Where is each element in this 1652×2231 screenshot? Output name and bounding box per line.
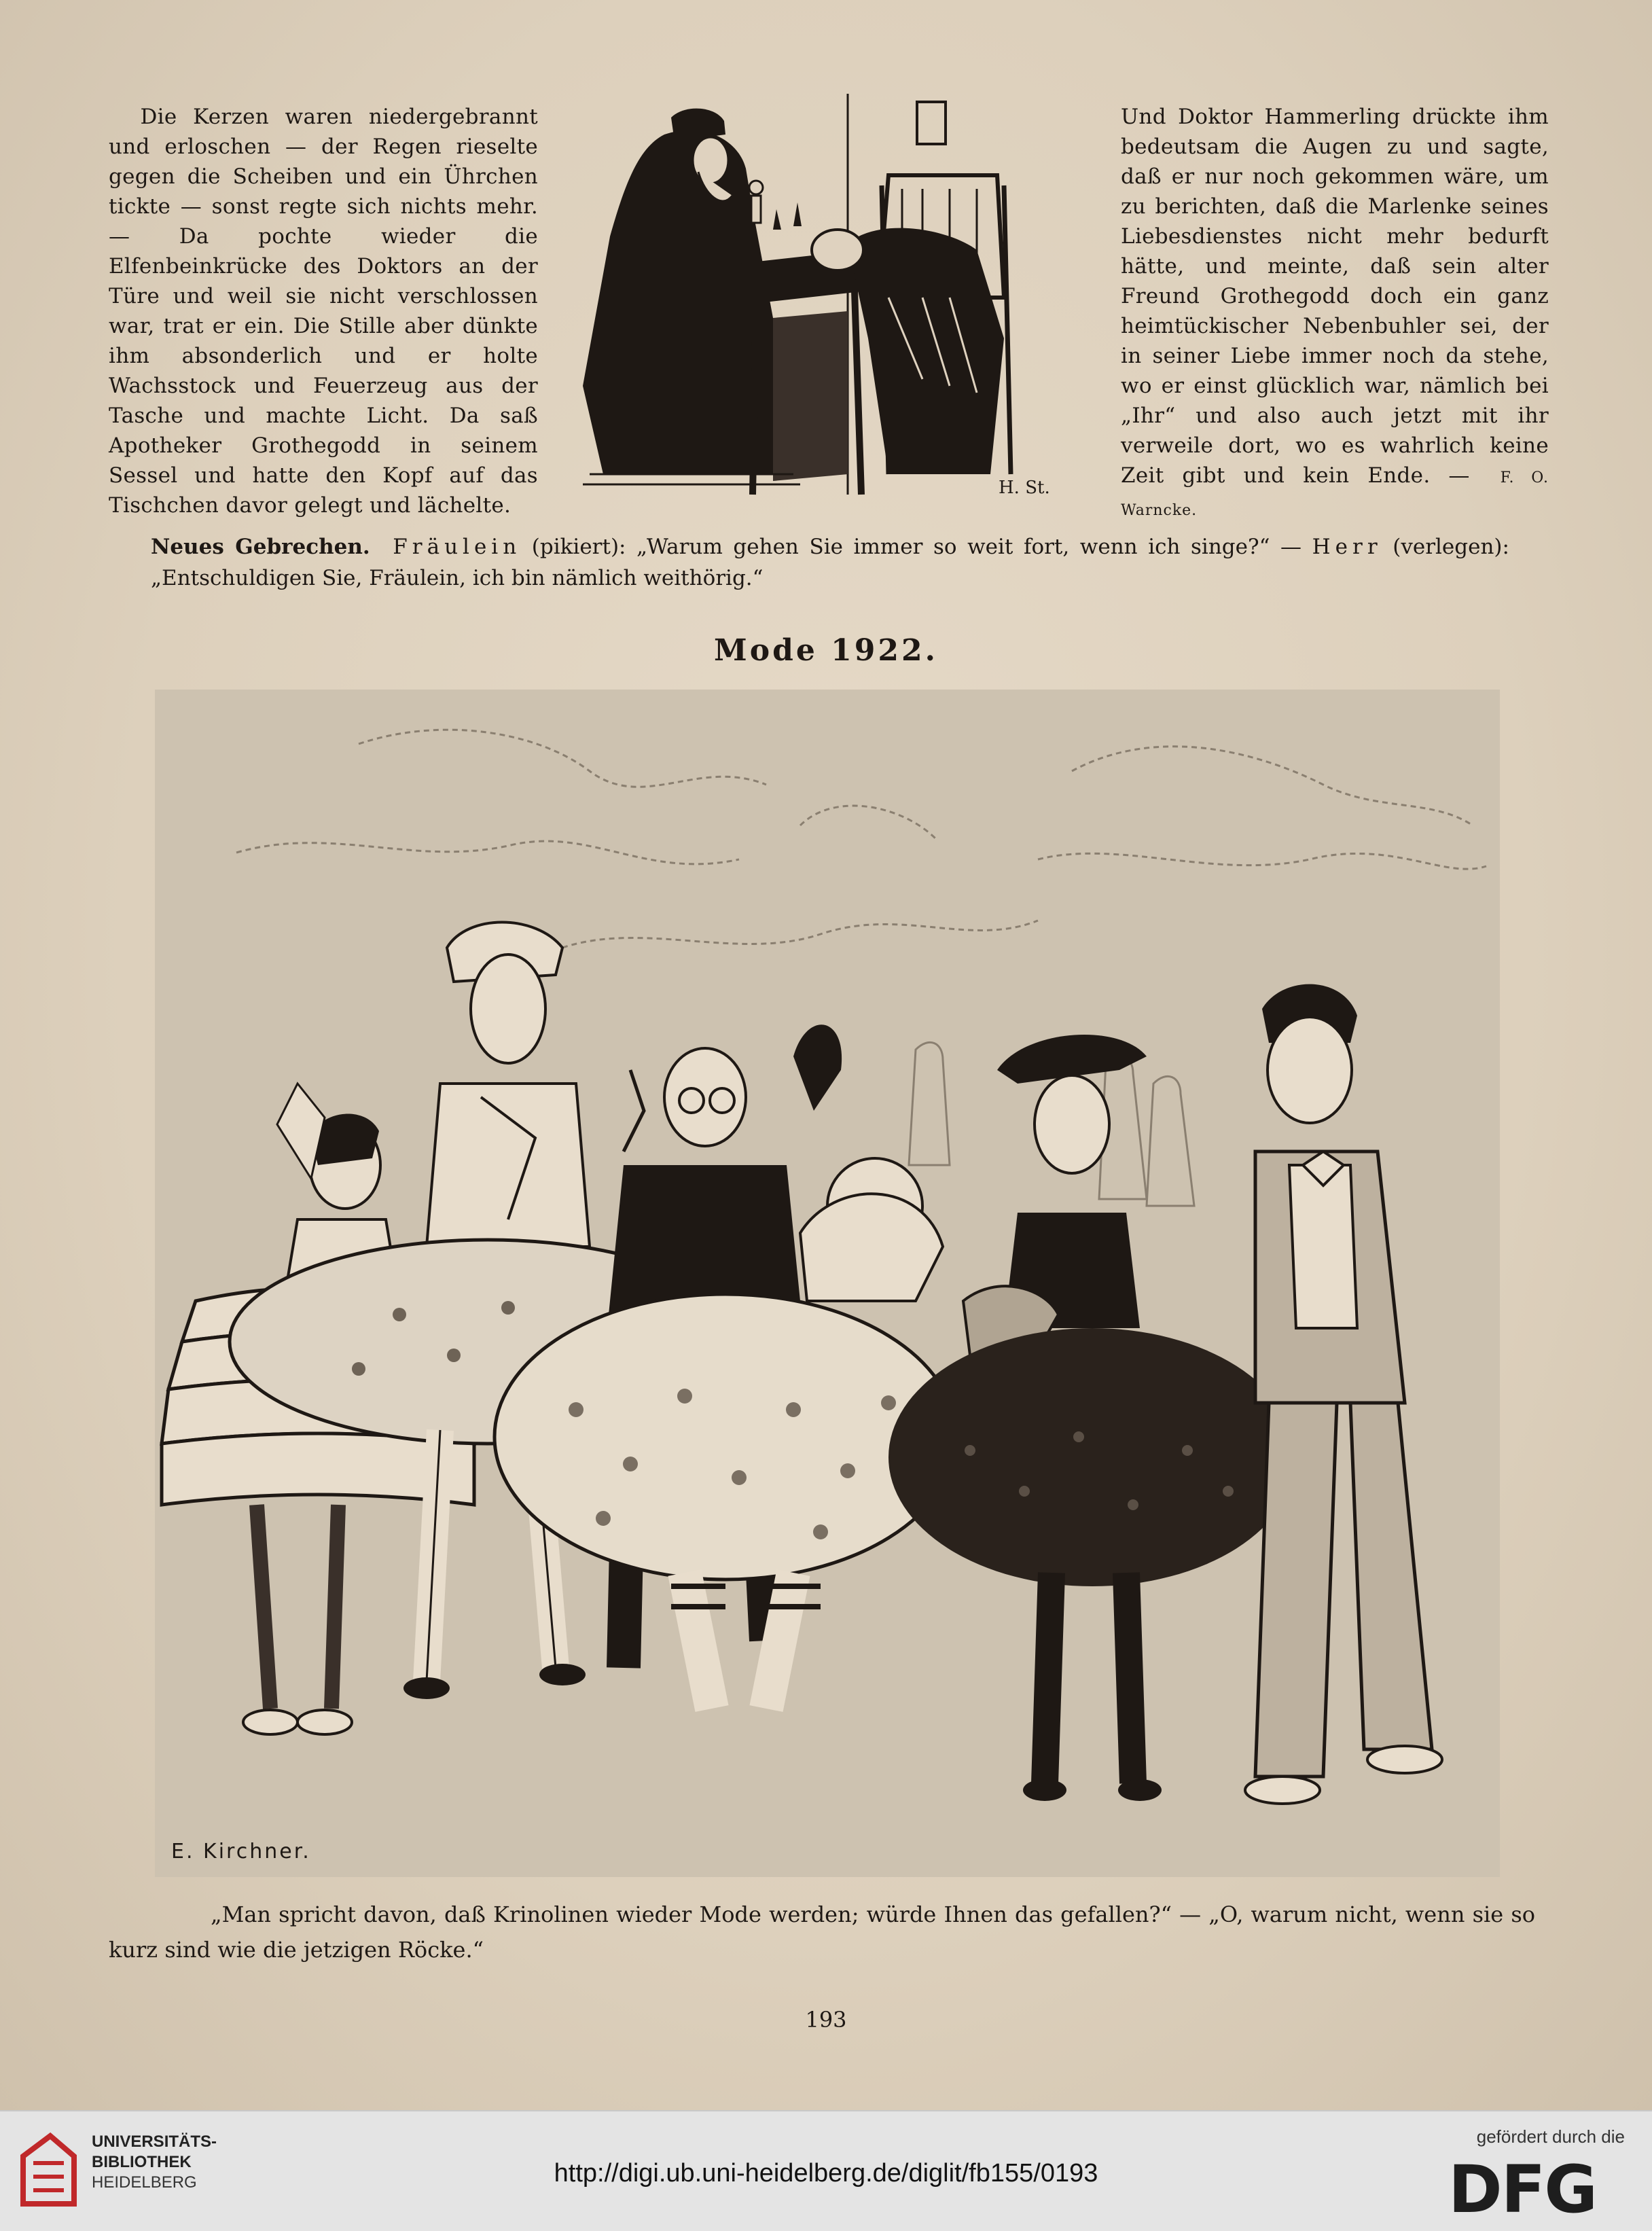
joke-paragraph bbox=[151, 531, 1509, 594]
cartoon-signature: E. Kirchner. bbox=[171, 1840, 311, 1863]
library-name-line-2: BIBLIOTHEK bbox=[92, 2153, 192, 2171]
library-name-line-1: UNIVERSITÄTS- bbox=[92, 2132, 217, 2151]
dfg-logo-text: DFG bbox=[1448, 2158, 1597, 2217]
cartoon-heading: Mode 1922. bbox=[714, 633, 938, 668]
joke-text-1: (pikiert): „Warum gehen Sie immer so weit fort, wenn ich singe?“ — bbox=[531, 535, 1302, 559]
cartoon-drawing bbox=[155, 690, 1500, 1877]
vignette-signature: H. St. bbox=[999, 478, 1050, 498]
permalink-url[interactable]: http://digi.ub.uni-heidelberg.de/diglit/fb155/0193 bbox=[554, 2159, 1098, 2188]
cartoon-plate bbox=[155, 690, 1500, 1877]
story-right-paragraph bbox=[1121, 102, 1549, 526]
joke-speaker-1: Fräulein bbox=[393, 535, 522, 559]
story-right-column bbox=[1121, 102, 1549, 526]
vignette-drawing bbox=[569, 94, 1079, 501]
story-left-text: Die Kerzen waren niedergebrannt und erloschen — der Regen rieselte gegen die Scheiben und ein Ührchen tickte — sonst regte sich nichts mehr. — Da pochte wieder die Elfenbeinkrücke des Doktors an der Türe und weil sie nicht verschlossen war, trat er ein. Die Stille aber dünkte ihm absonderlich und er holte Wachsstock und Feuerzeug aus der Tasche und machte Licht. Da saß Apotheker Grothegodd in seinem Sessel und hatte den Kopf auf das Tischchen davor gelegt und lächelte. bbox=[109, 105, 538, 518]
dfg-logo-icon[interactable] bbox=[1448, 2158, 1623, 2217]
funded-by-text: gefördert durch die bbox=[1476, 2126, 1625, 2147]
joke-speaker-2: Herr bbox=[1312, 535, 1382, 559]
library-name-line-3: HEIDELBERG bbox=[92, 2173, 197, 2192]
story-author: F. O. Warncke. bbox=[1121, 469, 1549, 519]
joke-text-2: (verlegen): „Entschuldigen Sie, Fräulein, ich bin nämlich weithörig.“ bbox=[151, 535, 1509, 590]
story-right-text: Und Doktor Hammerling drückte ihm bedeutsam die Augen zu und sagte, daß er nur noch gekommen wäre, um zu berichten, daß die Marlenke seines Liebesdienstes nicht mehr bedurft hätte, und meinte, daß sein alter Freund Grothegodd doch ein ganz heimtückischer Nebenbuhler sei, der in seiner Liebe immer noch da stehe, wo er einst glücklich war, nämlich bei „Ihr“ und also auch jetzt mit ihr verweile dort, wo es wahrlich keine Zeit gibt und kein Ende. — bbox=[1121, 105, 1549, 488]
cartoon-caption-text: „Man spricht davon, daß Krinolinen wieder Mode werden; würde Ihnen das gefallen?“ — „O, warum nicht, wenn sie so kurz sind wie die jetzigen Röcke.“ bbox=[109, 1902, 1535, 1963]
page-number: 193 bbox=[805, 2007, 847, 2033]
joke-title: Neues Gebrechen. bbox=[151, 535, 370, 559]
story-left-column bbox=[109, 102, 538, 520]
cartoon-caption bbox=[109, 1897, 1535, 1967]
footer-bar bbox=[0, 2110, 1652, 2231]
vignette-illustration bbox=[569, 94, 1079, 501]
